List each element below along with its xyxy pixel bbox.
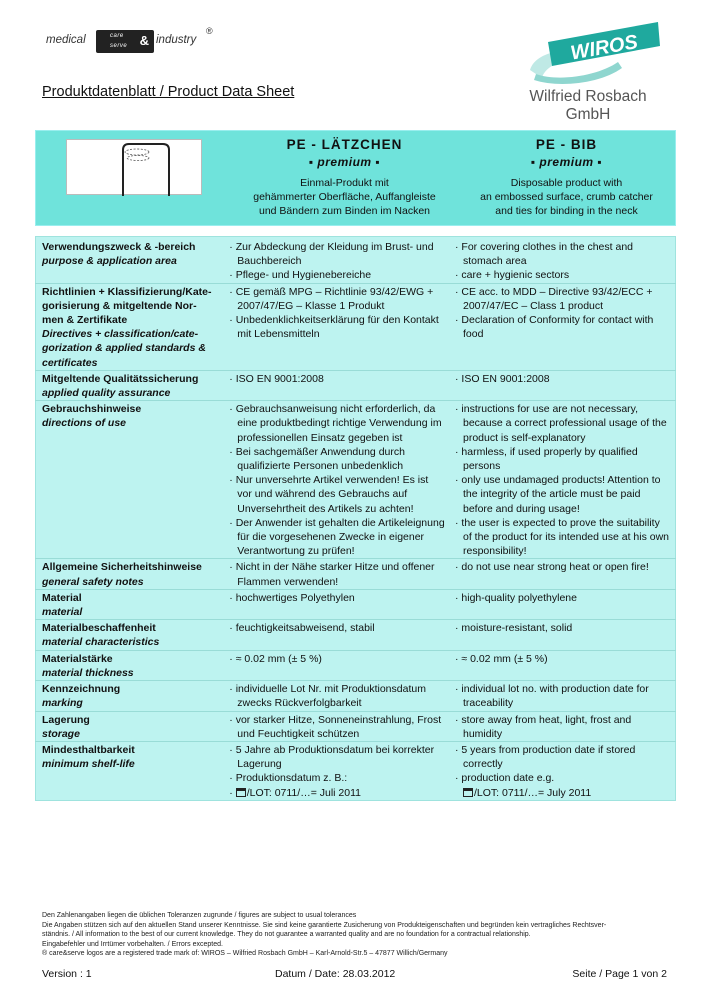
row-label: [36, 370, 224, 400]
list-item: · vor starker Hitze, Sonneneinstrahlung, Frost und Feuchtigkeit schützen: [229, 713, 445, 741]
label-de: Verwendungszweck & -bereich: [42, 241, 196, 253]
wiros-logo-text: WIROS: [568, 31, 640, 65]
company-name: Wilfried Rosbach GmbH: [529, 88, 647, 123]
footnotes: [42, 911, 672, 959]
row-label: [36, 589, 224, 619]
row-value-de: [223, 559, 449, 589]
row-label: [36, 711, 224, 741]
table-row: [36, 650, 676, 680]
label-de: Allgemeine Sicherheitshinweise: [42, 561, 202, 574]
label-en: Directives + classification/cate-: [42, 328, 199, 341]
row-value-en: [449, 237, 676, 284]
label-en: directions of use: [42, 417, 127, 430]
product-de: [232, 137, 457, 218]
product-desc-line: Disposable product with: [510, 177, 623, 189]
list-item: · the user is expected to prove the suitability of the product for its intended use at his own responsibility!: [455, 516, 671, 559]
product-image: [66, 139, 202, 195]
care-and-serve-logo: [46, 28, 221, 54]
row-value-de: [223, 370, 449, 400]
list-item: · moisture-resistant, solid: [455, 621, 671, 635]
row-value-de: [223, 401, 449, 559]
footnote: Die Angaben stützen sich auf den aktuellen Stand unserer Kenntnisse. Sie sind keine garantierte Zusicherung von Produkteigenschaften und begründen kein vertragliches Rechtsver-: [42, 921, 607, 929]
label-en: general safety notes: [42, 575, 144, 588]
table-row: [36, 741, 676, 800]
row-label: [36, 237, 224, 284]
row-value-en: [449, 559, 676, 589]
product-title-de: PE - LÄTZCHEN: [286, 137, 403, 152]
footnote: ständnis. / All information to the best of our current knowledge. They do not guarantee a warranted quality and are no foundation for a contractual relationship.: [42, 931, 531, 939]
row-label: [36, 681, 224, 711]
table-row: [36, 237, 676, 284]
product-en: [454, 137, 679, 218]
registered-mark: ®: [206, 26, 213, 36]
row-value-en: [449, 589, 676, 619]
row-label: [36, 283, 224, 370]
row-value-de: [223, 741, 449, 800]
row-value-en: [449, 650, 676, 680]
list-item: · harmless, if used properly by qualified persons: [455, 445, 671, 473]
row-value-de: [223, 681, 449, 711]
date-label: Datum / Date: 28.03.2012: [275, 968, 396, 980]
table-row: [36, 589, 676, 619]
label-en: material thickness: [42, 666, 134, 679]
logo-word-industry: industry: [156, 34, 197, 46]
list-item: · individuelle Lot Nr. mit Produktionsdatum zwecks Rückverfolgbarkeit: [229, 682, 445, 710]
label-en: gorization & applied standards &: [42, 342, 206, 355]
product-desc-en: [454, 176, 679, 218]
table-row: [36, 711, 676, 741]
product-sub-de: ▪ premium ▪: [308, 155, 381, 169]
footnote: Eingabefehler und Irrtümer vorbehalten. / Errors excepted.: [42, 940, 223, 948]
label-de: gorisierung & mitgeltende Nor-: [42, 299, 197, 312]
row-label: [36, 401, 224, 559]
table-row: [36, 401, 676, 559]
production-date-icon: [236, 788, 246, 797]
label-en: marking: [42, 697, 83, 710]
table-row: [36, 681, 676, 711]
list-item: · care + hygienic sectors: [455, 268, 671, 282]
label-en: purpose & application area: [42, 255, 177, 268]
list-item: · Unbedenklichkeitserklärung für den Kontakt mit Lebensmitteln: [229, 313, 445, 341]
row-value-en: [449, 401, 676, 559]
list-item: · do not use near strong heat or open fire!: [455, 560, 671, 574]
footnote: ® care&serve logos are a registered trade mark of: WIROS – Wilfried Rosbach GmbH – Karl-Arnold-Str.5 – 47877 Willich/Germany: [42, 950, 448, 958]
row-value-de: [223, 589, 449, 619]
list-item: · Declaration of Conformity for contact with food: [455, 313, 671, 341]
list-item: · production date e.g.: [455, 771, 671, 785]
list-item: · ≈ 0.02 mm (± 5 %): [229, 652, 445, 666]
row-label: [36, 559, 224, 589]
label-en: minimum shelf-life: [42, 758, 135, 771]
row-label: [36, 650, 224, 680]
list-item: · Bei sachgemäßer Anwendung durch qualifizierte Personen unbedenklich: [229, 445, 445, 473]
label-de: Material: [42, 591, 82, 604]
product-desc-line: an embossed surface, crumb catcher: [480, 191, 653, 203]
row-value-en: [449, 370, 676, 400]
row-value-en: [449, 283, 676, 370]
list-item: · CE gemäß MPG – Richtlinie 93/42/EWG + 2007/47/EG – Klasse 1 Produkt: [229, 285, 445, 313]
product-desc-line: and ties for binding in the neck: [495, 205, 638, 217]
logo-word-medical: medical: [46, 34, 86, 46]
row-value-en: [449, 681, 676, 711]
table-row: [36, 370, 676, 400]
label-de: Mindesthaltbarkeit: [42, 743, 135, 756]
list-item: · store away from heat, light, frost and humidity: [455, 713, 671, 741]
bib-icon: [67, 140, 203, 196]
row-value-en: [449, 711, 676, 741]
care-serve-block: [96, 30, 154, 53]
version-label: Version : 1: [42, 968, 92, 980]
page-title: Produktdatenblatt / Product Data Sheet: [42, 84, 295, 100]
list-item: · 5 years from production date if stored correctly: [455, 743, 671, 771]
logo-ampersand: &: [139, 33, 149, 48]
page-footer: [42, 968, 667, 984]
product-band: [35, 130, 676, 226]
row-label: [36, 741, 224, 800]
list-item-lot: [229, 786, 445, 800]
row-value-de: [223, 620, 449, 650]
list-item: · ISO EN 9001:2008: [455, 372, 671, 386]
footnote: Den Zahlenangaben liegen die üblichen Toleranzen zugrunde / figures are subject to usual tolerances: [42, 912, 357, 919]
list-item: · Gebrauchsanweisung nicht erforderlich, da eine produktbedingt richtige Verwendung im professionellen Einsatz gegeben ist: [229, 402, 445, 445]
list-item: · For covering clothes in the chest and stomach area: [455, 240, 671, 268]
page-number: Seite / Page 1 von 2: [572, 968, 667, 980]
list-item: · ≈ 0.02 mm (± 5 %): [455, 652, 671, 666]
row-value-de: [223, 650, 449, 680]
label-de: Mitgeltende Qualitätssicherung: [42, 372, 199, 385]
label-en: storage: [42, 727, 80, 740]
list-item-lot: [455, 786, 671, 800]
list-item: · only use undamaged products! Attention to the integrity of the article must be paid before and during usage!: [455, 473, 671, 516]
list-item: · feuchtigkeitsabweisend, stabil: [229, 621, 445, 635]
lot-example-en: /LOT: 0711/…= July 2011: [473, 786, 592, 799]
row-value-en: [449, 620, 676, 650]
label-de: Lagerung: [42, 713, 90, 726]
label-de: Richtlinien + Klassifizierung/Kate-: [42, 285, 212, 298]
product-desc-line: gehämmerter Oberfläche, Auffangleiste: [253, 191, 436, 203]
list-item: · ISO EN 9001:2008: [229, 372, 445, 386]
list-item: · CE acc. to MDD – Directive 93/42/ECC + 2007/47/EC – Class 1 product: [455, 285, 671, 313]
product-desc-de: [232, 176, 457, 218]
row-value-de: [223, 283, 449, 370]
row-value-de: [223, 711, 449, 741]
row-value-de: [223, 237, 449, 284]
label-en: applied quality assurance: [42, 387, 171, 400]
production-date-icon: [463, 788, 473, 797]
list-item: · Produktionsdatum z. B.:: [229, 771, 445, 785]
label-en: material characteristics: [42, 636, 160, 649]
label-de: men & Zertifikate: [42, 314, 128, 327]
logo-word-care: care: [110, 33, 124, 39]
label-de: Gebrauchshinweise: [42, 403, 142, 416]
label-en: certificates: [42, 356, 98, 369]
label-de: Materialbeschaffenheit: [42, 622, 156, 635]
list-item: · Nur unversehrte Artikel verwenden! Es ist vor und während des Gebrauchs auf Unversehrtheit des Artikels zu achten!: [229, 473, 445, 516]
product-sub-en: ▪ premium ▪: [530, 155, 603, 169]
product-desc-line: Einmal-Produkt mit: [300, 177, 389, 189]
product-desc-line: und Bändern zum Binden im Nacken: [258, 205, 430, 217]
wiros-logo: [508, 16, 668, 123]
lot-example-de: /LOT: 0711/…= Juli 2011: [246, 786, 361, 799]
list-item: · high-quality polyethylene: [455, 591, 671, 605]
product-title-en: PE - BIB: [535, 137, 598, 152]
list-item: · instructions for use are not necessary, because a correct professional usage of the product is self-explanatory: [455, 402, 671, 445]
list-item: · hochwertiges Polyethylen: [229, 591, 445, 605]
list-item: · individual lot no. with production date for traceability: [455, 682, 671, 710]
list-item: · Zur Abdeckung der Kleidung im Brust- und Bauchbereich: [229, 240, 445, 268]
table-row: [36, 283, 676, 370]
table-row: [36, 559, 676, 589]
list-item: · Nicht in der Nähe starker Hitze und offener Flammen verwenden!: [229, 560, 445, 588]
row-label: [36, 620, 224, 650]
spec-table: [35, 236, 676, 801]
row-value-en: [449, 741, 676, 800]
logo-word-serve: serve: [110, 43, 128, 49]
list-item: · Pflege- und Hygienebereiche: [229, 268, 445, 282]
label-en: material: [42, 606, 83, 619]
wiros-ribbon-icon: [508, 16, 668, 88]
label-de: Materialstärke: [42, 652, 113, 665]
list-item: · 5 Jahre ab Produktionsdatum bei korrekter Lagerung: [229, 743, 445, 771]
list-item: · Der Anwender ist gehalten die Artikeleignung für die vorgesehenen Zwecke in eigener Verantwortung zu prüfen!: [229, 516, 445, 559]
label-de: Kennzeichnung: [42, 683, 121, 696]
table-row: [36, 620, 676, 650]
